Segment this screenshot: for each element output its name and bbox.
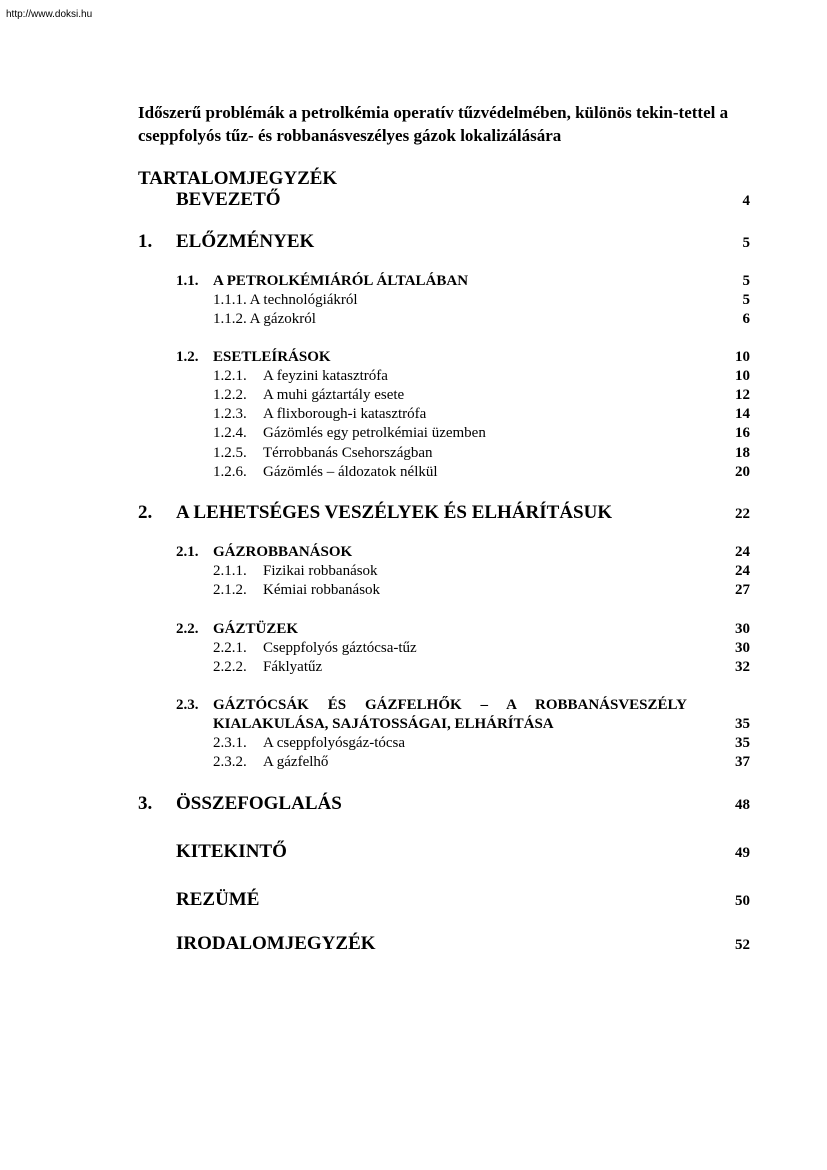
- toc-page: 30: [735, 621, 750, 637]
- toc-item-number: 2.1.2.: [213, 582, 247, 598]
- toc-page: 22: [735, 506, 750, 522]
- toc-item-number: 1.2.3.: [213, 406, 247, 422]
- toc-entry-fizikai: Fizikai robbanások: [263, 563, 378, 579]
- toc-page: 5: [742, 235, 750, 251]
- toc-entry-faklyatuz: Fáklyatűz: [263, 659, 323, 675]
- toc-page: 12: [735, 387, 750, 403]
- toc-page: 49: [735, 845, 750, 861]
- toc-entry-technologiak: 1.1.1. A technológiákról: [213, 292, 358, 308]
- toc-page: 6: [742, 311, 750, 327]
- toc-page: 18: [735, 445, 750, 461]
- toc-page: 50: [735, 893, 750, 909]
- toc-subsection-number: 2.3.: [176, 697, 199, 713]
- toc-page: 4: [742, 193, 750, 209]
- toc-section-number: 1.: [138, 231, 153, 252]
- toc-entry-gazomles-aldozat: Gázömlés – áldozatok nélkül: [263, 464, 438, 480]
- toc-page: 37: [735, 754, 750, 770]
- toc-subsection-number: 2.1.: [176, 544, 199, 560]
- toc-entry-petrolkemia: A PETROLKÉMIÁRÓL ÁLTALÁBAN: [213, 273, 469, 289]
- toc-item-number: 1.2.5.: [213, 445, 247, 461]
- toc-page: 16: [735, 425, 750, 441]
- toc-item-number: 1.2.4.: [213, 425, 247, 441]
- toc-page: 30: [735, 640, 750, 656]
- toc-page: 24: [735, 544, 750, 560]
- toc-page: 20: [735, 464, 750, 480]
- toc-entry-kitekinto: KITEKINTŐ: [176, 841, 287, 862]
- toc-page: 14: [735, 406, 750, 422]
- toc-page: 27: [735, 582, 750, 598]
- source-url[interactable]: http://www.doksi.hu: [6, 9, 93, 20]
- toc-heading: TARTALOMJEGYZÉK: [138, 168, 338, 189]
- toc-section-number: 3.: [138, 793, 153, 814]
- document-title: Időszerű problémák a petrolkémia operatív tűzvédelmében, különös tekin-tettel a cseppfolyós tűz- és robbanásveszélyes gázok lokalizálására: [138, 103, 729, 145]
- toc-entry-gazrobbanasok: GÁZROBBANÁSOK: [213, 544, 353, 560]
- toc-item-number: 1.2.6.: [213, 464, 247, 480]
- toc-item-number: 2.1.1.: [213, 563, 247, 579]
- toc-page: 35: [735, 716, 750, 732]
- toc-entry-elozmenyek: ELŐZMÉNYEK: [176, 231, 315, 252]
- toc-page: 24: [735, 563, 750, 579]
- toc-entry-cseppfolyosgaz: A cseppfolyósgáz-tócsa: [263, 735, 406, 751]
- toc-entry-terrobbanas: Térrobbanás Csehországban: [263, 445, 433, 461]
- toc-entry-gazomles-uzem: Gázömlés egy petrolkémiai üzemben: [263, 425, 486, 441]
- toc-entry-gaztuzek: GÁZTÜZEK: [213, 621, 299, 637]
- toc-page: 10: [735, 349, 750, 365]
- toc-subsection-number: 1.2.: [176, 349, 199, 365]
- toc-entry-bevezeto: BEVEZETŐ: [176, 189, 281, 210]
- toc-entry-tocsak-line2: KIALAKULÁSA, SAJÁTOSSÁGAI, ELHÁRÍTÁSA: [213, 716, 554, 732]
- toc-page: 35: [735, 735, 750, 751]
- toc-item-number: 2.3.2.: [213, 754, 247, 770]
- toc-entry-gazok: 1.1.2. A gázokról: [213, 311, 316, 327]
- toc-subsection-number: 1.1.: [176, 273, 199, 289]
- toc-subsection-number: 2.2.: [176, 621, 199, 637]
- toc-item-number: 2.2.1.: [213, 640, 247, 656]
- toc-page: 5: [742, 273, 750, 289]
- toc-page: 52: [735, 937, 750, 953]
- toc-entry-osszefoglalas: ÖSSZEFOGLALÁS: [176, 793, 342, 814]
- toc-entry-flixborough: A flixborough-i katasztrófa: [263, 406, 427, 422]
- toc-item-number: 2.2.2.: [213, 659, 247, 675]
- toc-item-number: 1.2.2.: [213, 387, 247, 403]
- toc-entry-kemiai: Kémiai robbanások: [263, 582, 381, 598]
- toc-entry-esetleirasok: ESETLEÍRÁSOK: [213, 349, 331, 365]
- toc-page: 5: [742, 292, 750, 308]
- toc-page: 48: [735, 797, 750, 813]
- toc-entry-tocsak-line1: GÁZTÓCSÁK ÉS GÁZFELHŐK – A ROBBANÁSVESZÉLY: [213, 697, 687, 713]
- toc-page: 32: [735, 659, 750, 675]
- toc-entry-veszelyek: A LEHETSÉGES VESZÉLYEK ÉS ELHÁRÍTÁSUK: [176, 502, 613, 523]
- toc-entry-gazfelho: A gázfelhő: [263, 754, 329, 770]
- toc-entry-irodalomjegyzek: IRODALOMJEGYZÉK: [176, 933, 376, 954]
- toc-page: 10: [735, 368, 750, 384]
- toc-item-number: 2.3.1.: [213, 735, 247, 751]
- toc-entry-tocsa-tuz: Cseppfolyós gáztócsa-tűz: [263, 640, 417, 656]
- toc-section-number: 2.: [138, 502, 153, 523]
- toc-entry-muhi: A muhi gáztartály esete: [263, 387, 405, 403]
- toc-item-number: 1.2.1.: [213, 368, 247, 384]
- toc-entry-rezume: REZÜMÉ: [176, 889, 260, 910]
- toc-entry-feyzin: A feyzini katasztrófa: [263, 368, 388, 384]
